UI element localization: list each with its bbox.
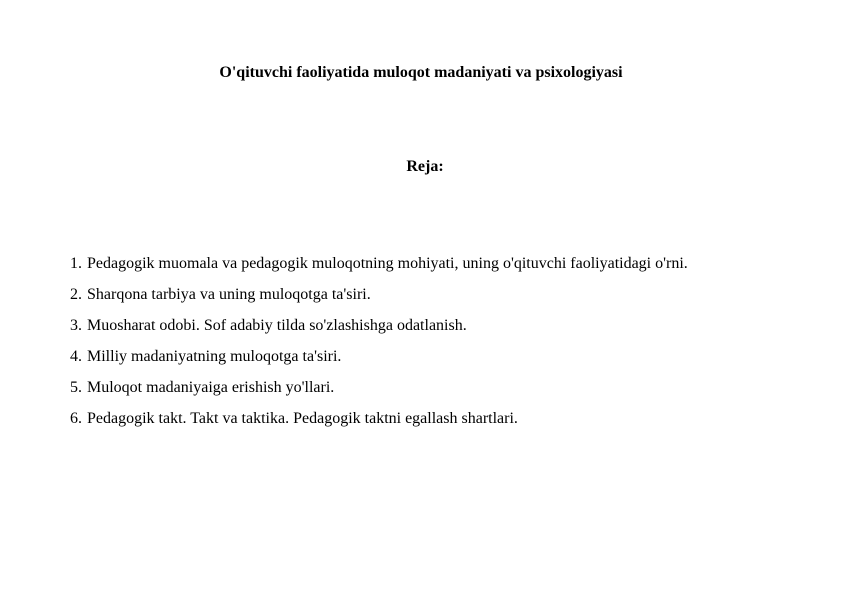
plan-item-text: Muloqot madaniyaiga erishish yo'llari.	[87, 379, 335, 396]
plan-item-2	[70, 279, 710, 310]
plan-item-text: Sharqona tarbiya va uning muloqotga ta'siri.	[87, 286, 371, 303]
plan-item-1	[70, 248, 710, 279]
plan-item-number: 5.	[70, 379, 82, 396]
document-title: O'qituvchi faoliyatida muloqot madaniyati va psixologiyasi	[219, 64, 623, 81]
plan-heading: Reja:	[406, 158, 444, 175]
plan-list	[70, 248, 710, 434]
plan-item-number: 3.	[70, 317, 82, 334]
plan-item-number: 1.	[70, 255, 82, 272]
plan-item-number: 2.	[70, 286, 82, 303]
plan-item-5	[70, 372, 710, 403]
plan-item-6	[70, 403, 710, 434]
plan-item-number: 4.	[70, 348, 82, 365]
plan-item-4	[70, 341, 710, 372]
plan-item-text: Pedagogik muomala va pedagogik muloqotning mohiyati, uning o'qituvchi faoliyatidagi o'rni.	[87, 255, 688, 272]
plan-item-number: 6.	[70, 410, 82, 427]
plan-item-text: Pedagogik takt. Takt va taktika. Pedagogik taktni egallash shartlari.	[87, 410, 518, 427]
plan-item-text: Milliy madaniyatning muloqotga ta'siri.	[87, 348, 342, 365]
plan-item-text: Muosharat odobi. Sof adabiy tilda so'zlashishga odatlanish.	[87, 317, 467, 334]
plan-item-3	[70, 310, 710, 341]
